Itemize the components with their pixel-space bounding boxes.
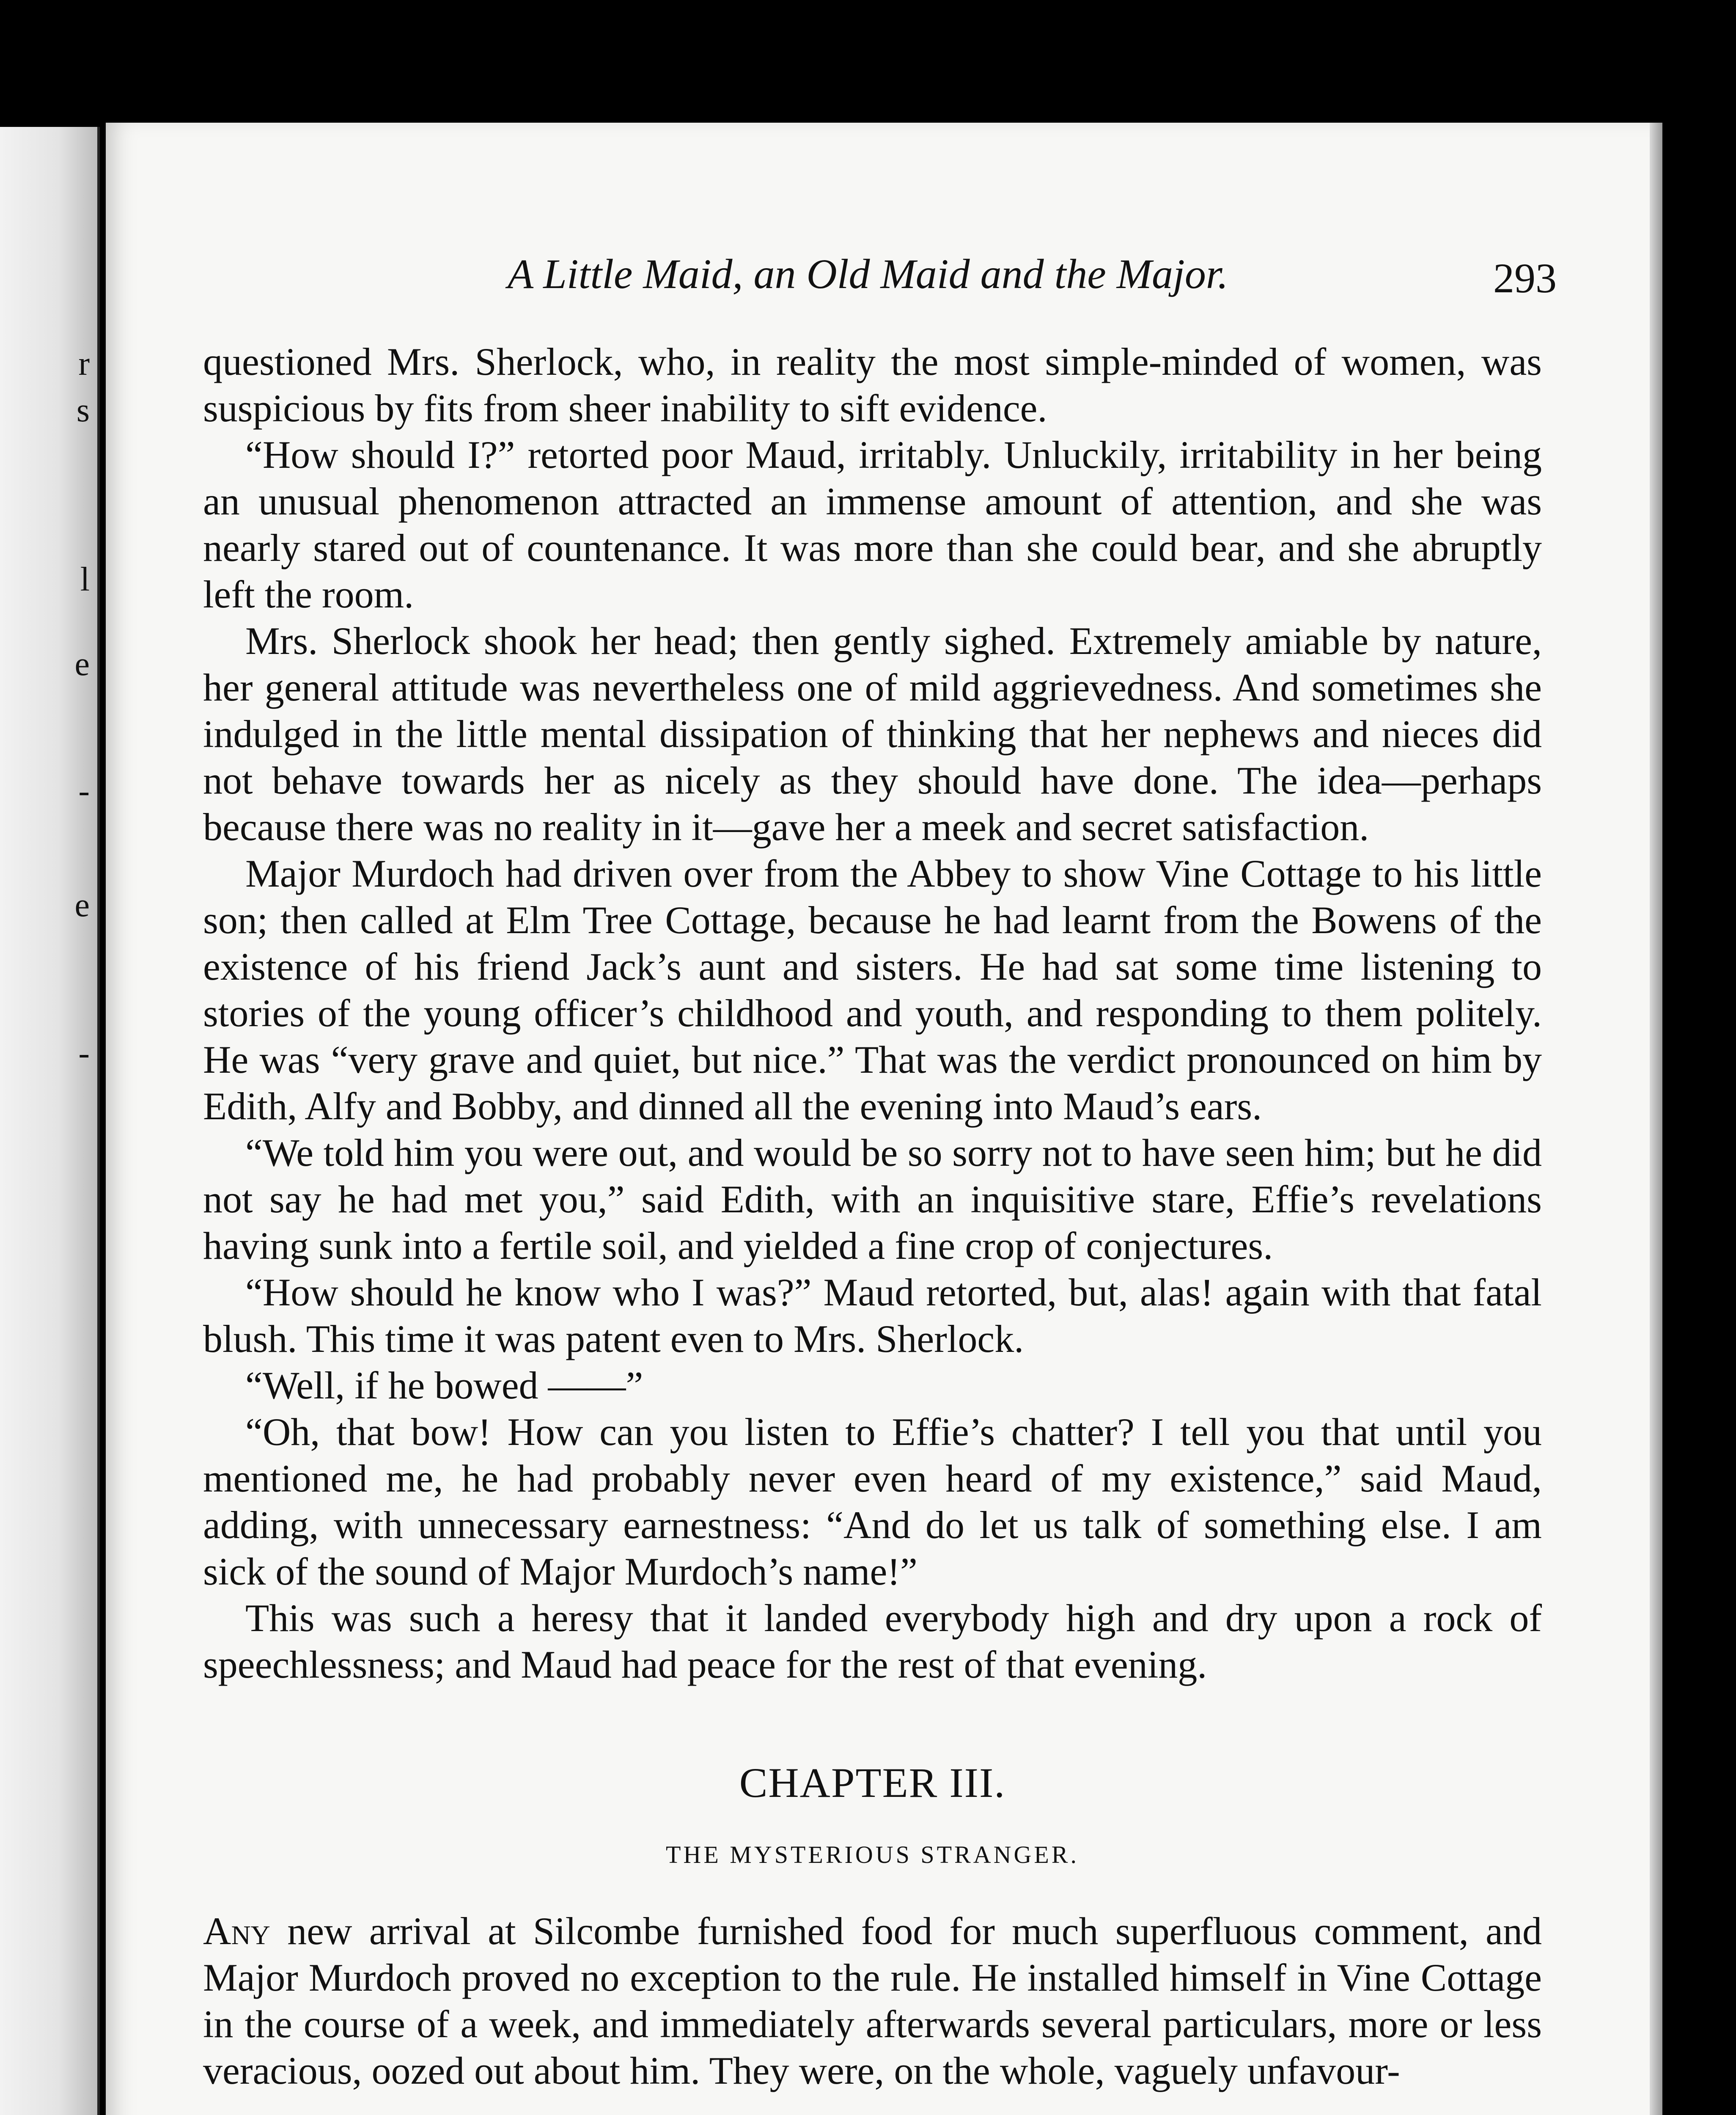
paragraph: “Well, if he bowed ——” bbox=[245, 1364, 643, 1407]
paragraph: Major Murdoch had driven over from the Abbey to show Vine Cottage to his little son; then called at Elm Tree Cottage, because he had learnt from the Bowens of the existence of his friend Jack’s aunt and sisters. He had sat some time listening to stories of the young officer’s childhood and youth, and responding to them politely. He was “very grave and quiet, but nice.” That was the verdict pronounced on him by Edith, Alfy and Bobby, and dinned all the evening into Maud’s ears. bbox=[203, 852, 1542, 1128]
page-number: 293 bbox=[1493, 255, 1557, 302]
paragraph: “How should I?” retorted poor Maud, irritably. Unluckily, irritability in her being an unusual phenomenon attracted an immense amount of attention, and she was nearly stared out of countenance. It was more than she could bear, and she abruptly left the room. bbox=[203, 433, 1542, 616]
running-head bbox=[402, 250, 1557, 309]
opening-word: Any bbox=[203, 1909, 270, 1953]
running-title: A Little Maid, an Old Maid and the Major. bbox=[508, 250, 1228, 297]
chapter-opening-paragraph bbox=[203, 1908, 1542, 2094]
paragraph: “How should he know who I was?” Maud retorted, but, alas! again with that fatal blush. This time it was patent even to Mrs. Sherlock. bbox=[203, 1271, 1542, 1360]
paragraph: Mrs. Sherlock shook her head; then gently sighed. Extremely amiable by nature, her general attitude was nevertheless one of mild aggrievedness. And sometimes she indulged in the little mental dissipation of thinking that her nephews and nieces did not behave towards her as nicely as they should have done. The idea—perhaps because there was no reality in it—gave her a meek and secret satisfaction. bbox=[203, 619, 1542, 849]
page-edge-shadow bbox=[1650, 123, 1662, 2115]
paragraph: “We told him you were out, and would be so sorry not to have seen him; but he did not say he had met you,” said Edith, with an inquisitive stare, Effie’s revelations having sunk into a fertile soil, and yielded a fine crop of conjectures. bbox=[203, 1131, 1542, 1267]
body-text bbox=[203, 338, 1542, 2094]
book-page bbox=[106, 123, 1662, 2115]
chapter-subtitle: THE MYSTERIOUS STRANGER. bbox=[666, 1841, 1079, 1868]
paragraph: questioned Mrs. Sherlock, who, in reality the most simple-minded of women, was suspicious by fits from sheer inability to sift evidence. bbox=[203, 340, 1542, 430]
opening-text: new arrival at Silcombe furnished food for much superfluous comment, and Major Murdoch proved no exception to the rule. He installed himself in Vine Cottage in the course of a week, and immediately afterwards several particulars, more or less veracious, oozed out about him. They were, on the whole, vaguely unfavour- bbox=[203, 1909, 1542, 2092]
chapter-heading: CHAPTER III. bbox=[739, 1759, 1006, 1806]
paragraph: “Oh, that bow! How can you listen to Effie’s chatter? I tell you that until you mentioned me, he had probably never even heard of my existence,” said Maud, adding, with unnecessary earnestness: “And do let us talk of something else. I am sick of the sound of Major Murdoch’s name!” bbox=[203, 1410, 1542, 1593]
facing-page-edge: r s l e - e - bbox=[0, 127, 100, 2115]
paragraph: This was such a heresy that it landed everybody high and dry upon a rock of speechlessness; and Maud had peace for the rest of that evening. bbox=[203, 1596, 1542, 1686]
